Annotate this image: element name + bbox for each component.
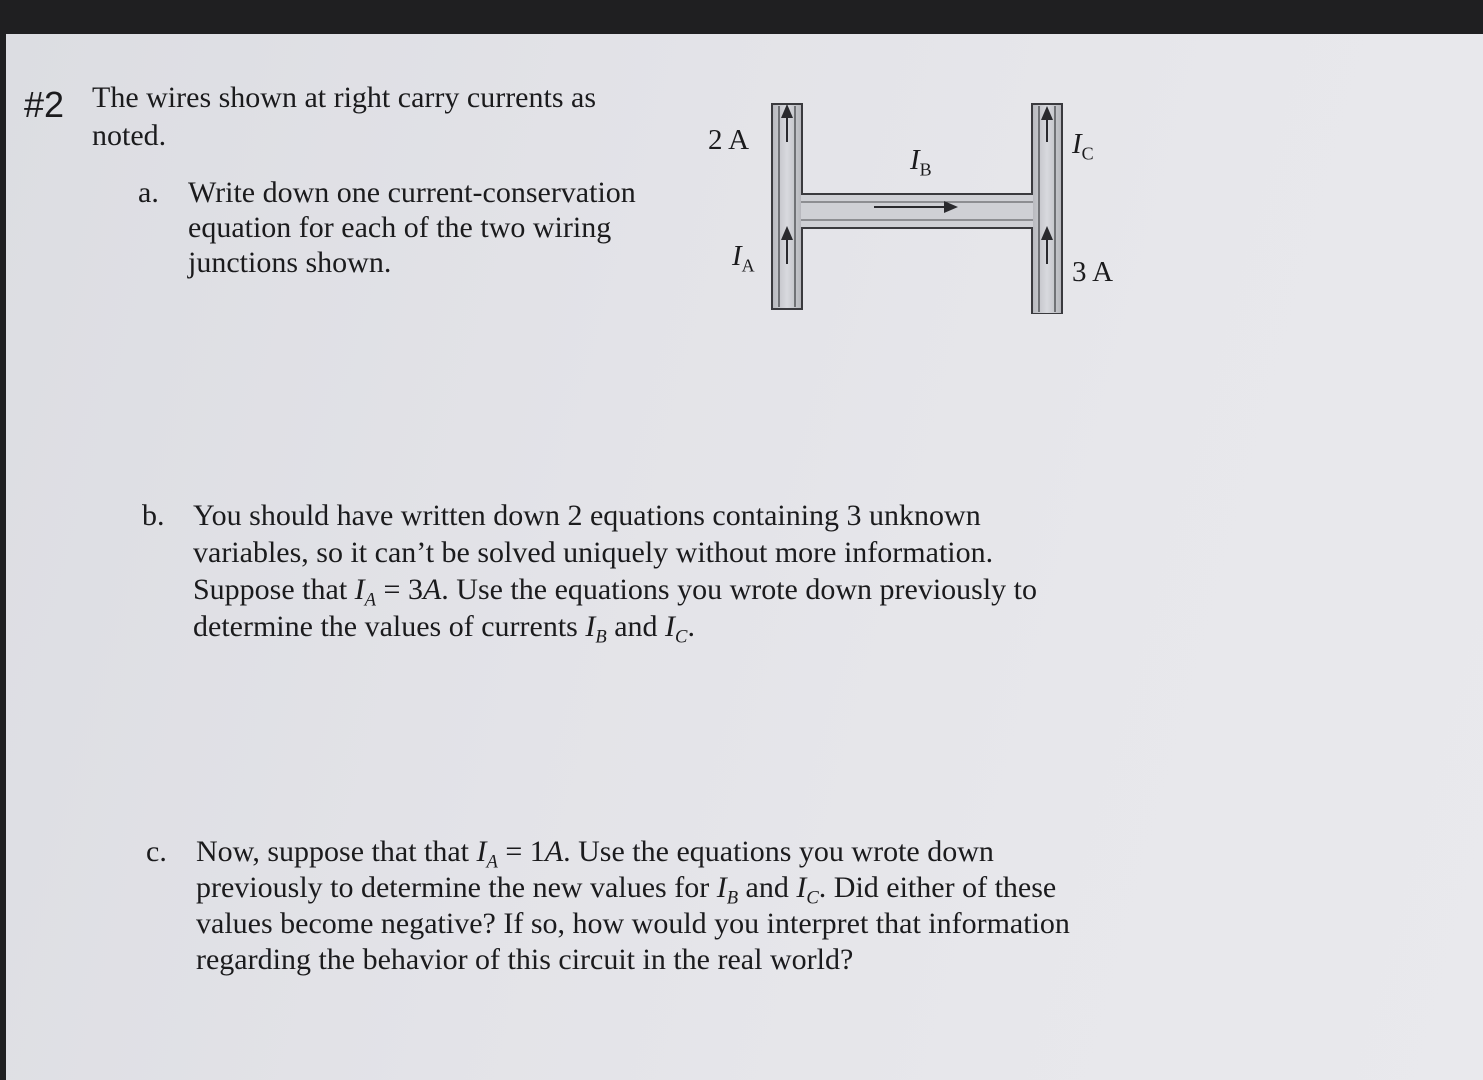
part-c-ia-value: = 1 [497, 835, 545, 868]
label-3a: 3 A [1072, 256, 1114, 288]
part-c-ic-subscript: C [806, 887, 819, 909]
label-ia-symbol: I [732, 240, 742, 272]
part-b-ia-unit: A [422, 573, 442, 606]
part-c-marker: c. [146, 835, 167, 868]
part-c-ia-symbol: I [476, 835, 487, 868]
part-c-line-1-text: Now, suppose that that [196, 835, 477, 868]
part-b-line-4 [193, 609, 695, 655]
part-b-ib-subscript: B [595, 626, 607, 648]
part-b-line-4-period: . [687, 610, 695, 643]
part-c-line-2-text: previously to determine the new values for [196, 871, 717, 904]
problem-intro-line-2: noted. [92, 119, 167, 152]
label-ic-symbol: I [1072, 128, 1082, 160]
part-b-line-3-text: Suppose that [193, 573, 355, 606]
part-b-line-4-and: and [606, 610, 666, 643]
part-b-ia-symbol: I [354, 573, 365, 606]
part-b-ic-subscript: C [675, 626, 688, 648]
part-c-line-2-and: and [738, 871, 797, 904]
part-b-ia-subscript: A [364, 589, 377, 611]
part-c-ia-subscript: A [486, 851, 498, 873]
part-b-line-3-rest: . Use the equations you wrote down previously to [441, 573, 1038, 606]
problem-number: #2 [24, 84, 65, 125]
part-a-line-3: junctions shown. [188, 246, 392, 279]
part-c-ic-symbol: I [796, 871, 807, 904]
part-b-line-4-text: determine the values of currents [193, 610, 586, 643]
part-b-marker: b. [142, 499, 165, 532]
label-ia [732, 240, 755, 276]
part-a-line-2: equation for each of the two wiring [188, 211, 612, 244]
part-c-line-2-rest: . Did either of these [818, 871, 1057, 904]
part-b-ib-symbol: I [585, 610, 596, 643]
worksheet-page [6, 34, 1483, 1080]
part-c-line-1-rest: . Use the equations you wrote down [563, 835, 994, 868]
label-ib-subscript: B [919, 159, 932, 180]
middle-wire [801, 194, 1033, 228]
part-a-marker: a. [138, 176, 159, 209]
part-b-ic-symbol: I [665, 610, 676, 643]
label-2a: 2 A [708, 124, 750, 156]
label-ib [910, 144, 932, 180]
label-ia-subscript: A [741, 255, 755, 276]
label-ib-symbol: I [910, 144, 920, 176]
part-c-line-3: values become negative? If so, how would you interpret that information [196, 907, 1070, 940]
part-c-line-4: regarding the behavior of this circuit in the real world? [196, 943, 854, 976]
part-b-ia-value: = 3 [376, 573, 423, 606]
part-b-line-2: variables, so it can’t be solved uniquely without more information. [193, 536, 994, 569]
part-b-line-1: You should have written down 2 equations containing 3 unknown [193, 499, 981, 532]
part-a-line-1: Write down one current-conservation [188, 176, 636, 209]
problem-intro-line-1: The wires shown at right carry currents as [92, 81, 596, 114]
part-c-ib-subscript: B [726, 887, 739, 909]
label-ic [1072, 128, 1094, 164]
label-ic-subscript: C [1081, 143, 1094, 164]
part-c-ib-symbol: I [716, 871, 727, 904]
part-c-ia-unit: A [544, 835, 564, 868]
